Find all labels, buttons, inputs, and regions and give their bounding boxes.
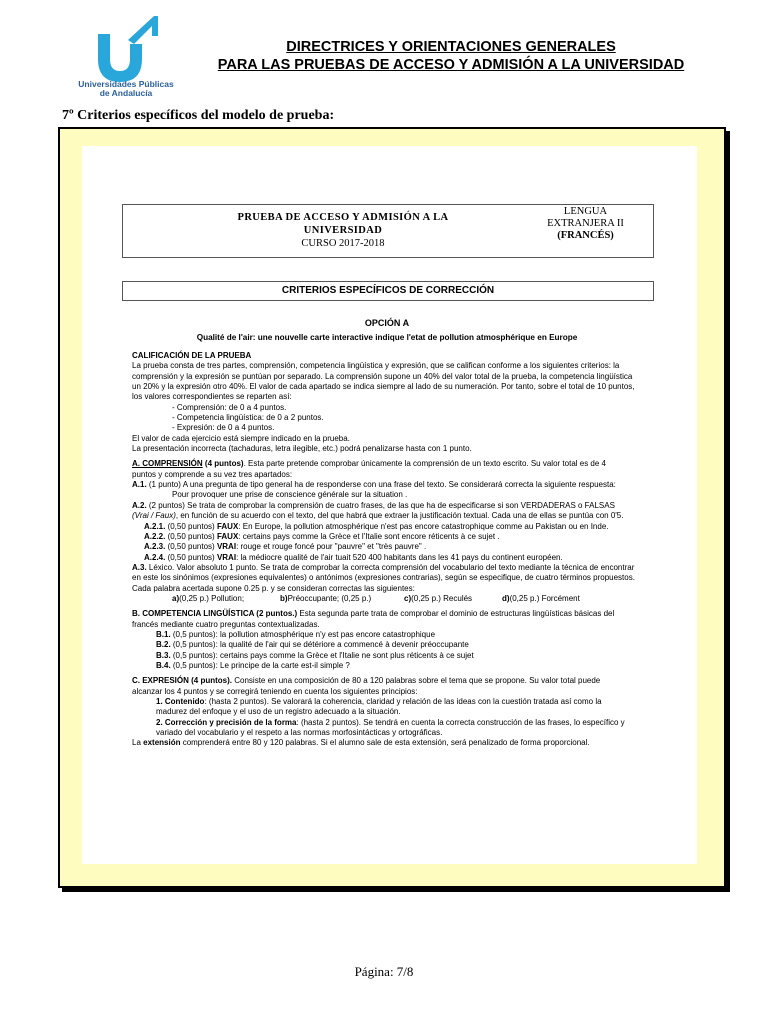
item-a3-line: Cada palabra acertada supone 0.25 p. y se consideran correctas las siguientes: <box>132 583 415 593</box>
section-title: 7º Criterios específicos del modelo de prueba: <box>62 108 335 123</box>
comprension-line: puntos y comprende a su vez tres apartados: <box>132 469 293 479</box>
calificacion-heading: CALIFICACIÓN DE LA PRUEBA <box>132 351 252 360</box>
calificacion-line: La prueba consta de tres partes, comprensión, competencia lingüística y expresión, que se califican conforme a los siguientes criterios: la <box>132 361 620 371</box>
page-number: Página: 7/8 <box>354 964 414 979</box>
header-line2: PARA LAS PRUEBAS DE ACCESO Y ADMISIÓN A LA UNIVERSIDAD <box>217 57 685 73</box>
logo-caption <box>56 80 196 98</box>
exam-header-box <box>122 204 654 258</box>
comprension-heading: A. COMPRENSIÓN (4 puntos). Esta parte pretende comprobar únicamente la comprensión de un texto escrito. Su valor total es de 4 <box>132 459 607 469</box>
item-a2-cont: (Vrai / Faux), en función de su acuerdo con el texto, del que habrá que extraer la justificación textual. Cada una de ellas se puntúa con 0'5. <box>132 511 624 521</box>
logo-caption-line1: Universidades Públicas <box>78 79 174 89</box>
header-line1: DIRECTRICES Y ORIENTACIONES GENERALES <box>286 39 616 55</box>
subject-line2: EXTRANJERA II <box>547 218 624 229</box>
item-a22: A.2.2. (0,50 puntos) FAUX: certains pays comme la Grèce et l'Italie sont encore réticents à ce sujet . <box>144 531 500 541</box>
item-b3: B.3. (0,5 puntos): certains pays comme la Grèce et l'Italie ne sont plus réticents à ce sujet <box>156 650 474 660</box>
expresion-line: alcanzar los 4 puntos y se corregirá teniendo en cuenta los siguientes principios: <box>132 686 418 696</box>
item-a3-answers: a)(0,25 p.) Pollution; b)Préoccupante; (0,25 p.) c)(0,25 p.) Reculés d)(0,25 p.) Forcément <box>172 593 580 603</box>
subject-line1: LENGUA <box>563 206 608 217</box>
competencia-line: francés mediante cuatro preguntas contextualizadas. <box>132 619 320 629</box>
logo-caption-line2: de Andalucía <box>99 88 153 98</box>
item-c1: 1. Contenido: (hasta 2 puntos). Se valorará la coherencia, claridad y relación de las ideas con la cuestión tratada así como la <box>156 697 602 706</box>
criteria-heading: CRITERIOS ESPECÍFICOS DE CORRECCIÓN <box>122 281 654 301</box>
item-c2: 2. Corrección y precisión de la forma: (hasta 2 puntos). Se tendrá en cuenta la correcta construcción de las frases, lo específico y <box>156 717 625 727</box>
exam-subject-block <box>523 206 648 242</box>
exam-title-line1: PRUEBA DE ACCESO Y ADMISIÓN A LA <box>237 212 449 223</box>
calificacion-bullet: - Competencia lingüística: de 0 a 2 puntos. <box>172 413 324 423</box>
item-b1: B.1. (0,5 puntos): la pollution atmosphérique n'y est pas encore catastrophique <box>156 629 436 639</box>
item-a24: A.2.4. (0,50 puntos) VRAI: la médiocre qualité de l'air tuait 520 400 habitants dans les 41 pays du continent européen. <box>144 552 563 562</box>
item-b2: B.2. (0,5 puntos): la qualité de l'air qui se détériore a commencé à devenir préoccupante <box>156 640 469 650</box>
calificacion-line: los valores correspondientes se reparten así: <box>132 392 292 402</box>
document-header <box>196 38 706 74</box>
item-a1-answer: Pour provoquer une prise de conscience générale sur la situation . <box>172 490 408 500</box>
calificacion-line: un 20% y la expresión otro 40%. El valor de cada apartado se indica siempre al lado de su numeración. Por tanto, sobre el total de 10 puntos, <box>132 382 635 392</box>
exam-title-block <box>223 211 463 250</box>
criteria-content <box>132 351 662 749</box>
text-title: Qualité de l'air: une nouvelle carte interactive indique l'etat de pollution atmosphérique en Europe <box>196 333 578 342</box>
calificacion-bullet: - Comprensión: de 0 a 4 puntos. <box>172 402 287 412</box>
subject-line3: (FRANCÉS) <box>557 230 614 241</box>
calificacion-line: comprensión y la expresión se puntúan por separado. La comprensión supone un 40% del valor total de la prueba, la competencia lingüística <box>132 371 633 381</box>
item-a3: A.3. Léxico. Valor absoluto 1 punto. Se trata de comprobar la correcta comprensión del vocabulario del texto mediante la técnica de encontrar <box>132 562 635 572</box>
item-a2: A.2. (2 puntos) Se trata de comprobar la comprensión de cuatro frases, de las que ha de especificarse si son VERDADERAS o FALSAS <box>132 500 615 510</box>
exam-title-line2: UNIVERSIDAD <box>303 225 383 236</box>
calificacion-line: El valor de cada ejercicio está siempre indicado en la prueba. <box>132 433 350 443</box>
expresion-heading: C. EXPRESIÓN (4 puntos). Consiste en una composición de 80 a 120 palabras sobre el tema que se propone. Su valor total puede <box>132 676 601 686</box>
exam-course: CURSO 2017-2018 <box>301 238 385 249</box>
calificacion-line: La presentación incorrecta (tachaduras, letra ilegible, etc.) podrá penalizarse hasta con 1 punto. <box>132 444 472 454</box>
competencia-heading: B. COMPETENCIA LINGÜÍSTICA (2 puntos.) Esta segunda parte trata de comprobar el dominio de estructuras lingüísticas básicas del <box>132 609 615 619</box>
item-a3-line: en este los sinónimos (expresiones equivalentes) o antónimos (expresiones contrarias), según se especifique, de cuatro términos propuestos. <box>132 573 635 583</box>
item-c2-line: variado del vocabulario y el respeto a las normas morfosintácticas y ortográficas. <box>156 728 443 738</box>
item-a21: A.2.1. (0,50 puntos) FAUX: En Europe, la pollution atmosphérique n'est pas encore catastrophique comme au Pakistan ou en Inde. <box>144 521 609 531</box>
item-a1: A.1. (1 punto) A una pregunta de tipo general ha de responderse con una frase del texto. Se considerará correcta la siguiente respuesta: <box>132 480 616 490</box>
extension-line: La extensión comprenderá entre 80 y 120 palabras. Si el alumno sale de esta extensión, será penalizado de forma proporcional. <box>132 738 590 748</box>
item-a23: A.2.3. (0,50 puntos) VRAI: rouge et rouge foncé pour "pauvre" et "très pauvre" . <box>144 542 427 552</box>
calificacion-bullet: - Expresión: de 0 a 4 puntos. <box>172 423 275 433</box>
item-b4: B.4. (0,5 puntos): Le principe de la carte est-il simple ? <box>156 660 350 670</box>
item-c1-line: madurez del enfoque y el uso de un registro adecuado a la situación. <box>156 707 401 717</box>
option-heading: OPCIÓN A <box>364 318 410 328</box>
